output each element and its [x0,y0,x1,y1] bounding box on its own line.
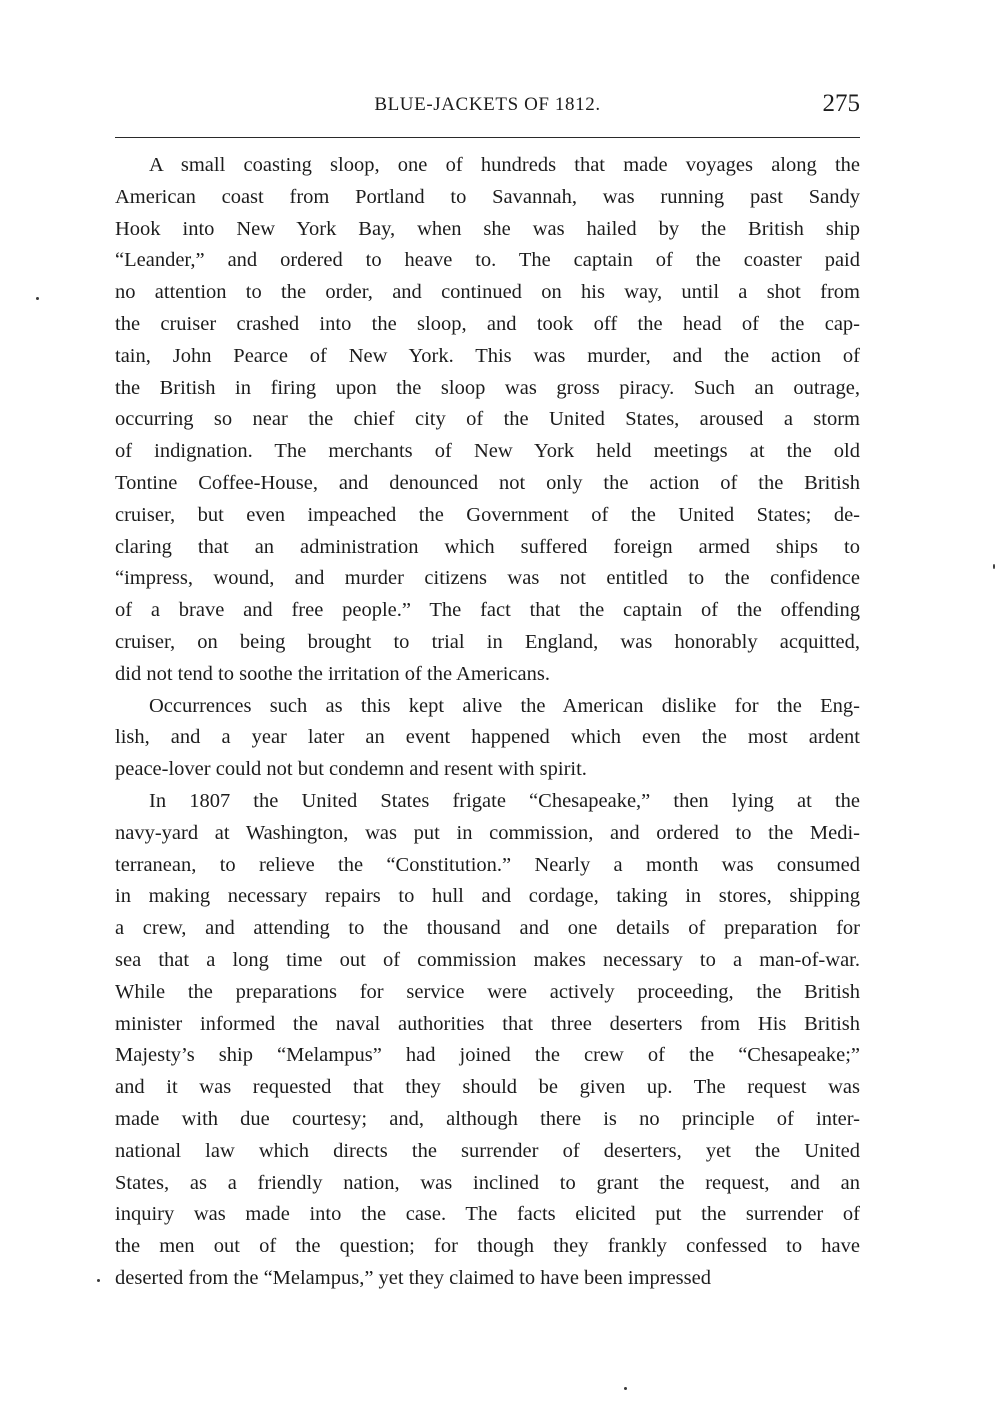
print-speck [624,1387,627,1390]
text-line: “impress, wound, and murder citizens was not entitled to the confidence [115,567,860,590]
text-line: Hook into New York Bay, when she was hailed by the British ship [115,217,860,240]
text-line: no attention to the order, and continued on his way, until a shot from [115,281,860,304]
header-rule [115,137,860,138]
text-line: American coast from Portland to Savannah, was running past Sandy [115,185,860,208]
paragraph [115,691,860,786]
text-line: cruiser, on being brought to trial in England, was honorably acquitted, [115,630,860,653]
text-line: terranean, to relieve the “Constitution.” Nearly a month was consumed [115,853,860,876]
text-line: Tontine Coffee-House, and denounced not only the action of the British [115,471,860,494]
text-line: “Leander,” and ordered to heave to. The captain of the coaster paid [115,249,860,272]
text-line: tain, John Pearce of New York. This was murder, and the action of [115,344,860,367]
paragraph [115,150,860,691]
text-line: minister informed the naval authorities that three deserters from His British [115,1012,860,1035]
print-speck [36,297,39,300]
text-line: of indignation. The merchants of New York held meetings at the old [115,440,860,463]
text-line: sea that a long time out of commission makes necessary to a man-of-war. [115,948,860,971]
text-line: While the preparations for service were actively proceeding, the British [115,980,860,1003]
text-line: lish, and a year later an event happened which even the most ardent [115,726,860,749]
text-line: deserted from the “Melampus,” yet they claimed to have been impressed [115,1266,711,1289]
page-number: 275 [822,90,860,117]
running-title: BLUE-JACKETS OF 1812. [374,94,601,115]
text-line: peace-lover could not but condemn and resent with spirit. [115,758,587,781]
text-line: national law which directs the surrender of deserters, yet the United [115,1139,860,1162]
text-line: made with due courtesy; and, although there is no principle of inter- [115,1107,860,1130]
text-line: In 1807 the United States frigate “Chesapeake,” then lying at the [149,789,860,812]
text-line: inquiry was made into the case. The facts elicited put the surrender of [115,1203,860,1226]
text-line: Majesty’s ship “Melampus” had joined the crew of the “Chesapeake;” [115,1044,860,1067]
print-speck [993,564,995,569]
text-line: States, as a friendly nation, was inclined to grant the request, and an [115,1171,860,1194]
text-line: of a brave and free people.” The fact that the captain of the offending [115,599,860,622]
running-head [115,90,860,126]
text-line: cruiser, but even impeached the Government of the United States; de- [115,503,860,526]
text-line: a crew, and attending to the thousand and one details of preparation for [115,917,860,940]
paragraph [115,786,860,1295]
text-line: the men out of the question; for though they frankly confessed to have [115,1235,860,1258]
text-line: A small coasting sloop, one of hundreds that made voyages along the [149,154,860,176]
text-line: navy-yard at Washington, was put in commission, and ordered to the Medi- [115,821,860,844]
text-line: the British in firing upon the sloop was gross piracy. Such an outrage, [115,376,860,399]
print-speck [97,1279,100,1282]
text-line: did not tend to soothe the irritation of the Americans. [115,662,550,685]
body-text [115,150,860,1295]
text-line: Occurrences such as this kept alive the American dislike for the Eng- [149,694,860,717]
text-line: the cruiser crashed into the sloop, and took off the head of the cap- [115,312,860,335]
text-line: occurring so near the chief city of the United States, aroused a storm [115,408,860,431]
text-line: in making necessary repairs to hull and cordage, taking in stores, shipping [115,885,860,908]
text-line: claring that an administration which suffered foreign armed ships to [115,535,860,558]
text-line: and it was requested that they should be given up. The request was [115,1076,860,1099]
